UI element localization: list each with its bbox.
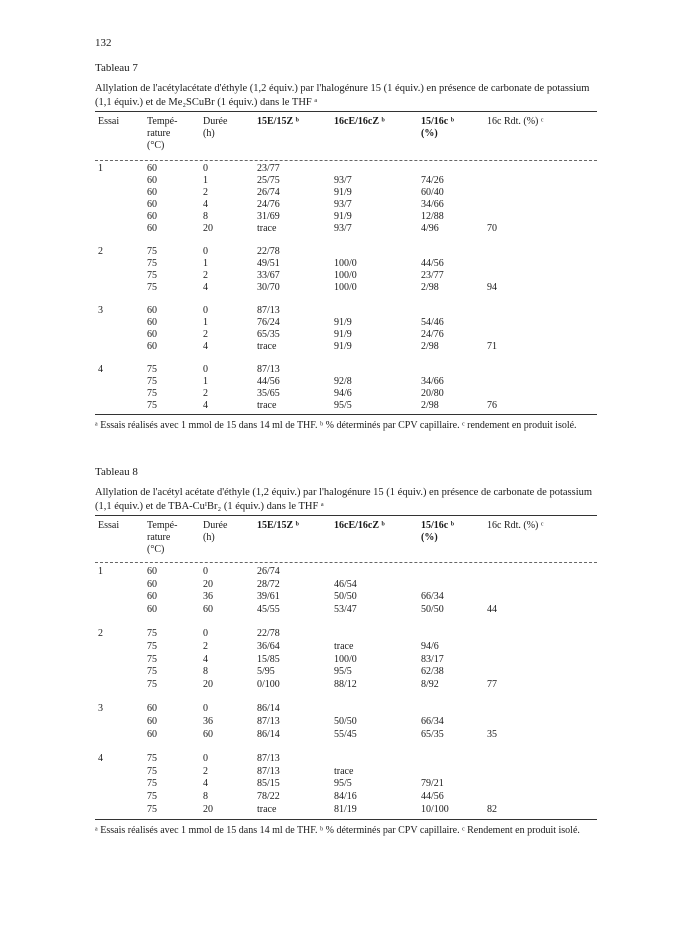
table-cell: 91/9 <box>334 341 352 352</box>
table-cell: 91/9 <box>334 329 352 340</box>
table-cell: 24/76 <box>421 329 444 340</box>
table-cell: 75 <box>147 364 157 375</box>
table-footnote: ᵃ Essais réalisés avec 1 mmol de 15 dans 14 ml de THF. ᵇ % déterminés par CPV capillaire. ᶜ rendement en produit isolé. <box>95 420 577 431</box>
table-cell: 2/98 <box>421 282 439 293</box>
table-caption: Tableau 7 <box>95 62 138 74</box>
header-ratio-15-16c: 15/16c ᵇ (%) <box>421 520 454 543</box>
table-cell: 86/14 <box>257 728 280 740</box>
table-cell: 65/35 <box>421 728 444 740</box>
table-footnote: ᵃ Essais réalisés avec 1 mmol de 15 dans 14 ml de THF. ᵇ % déterminés par CPV capillaire. ᶜ Rendement en produit isolé. <box>95 825 580 837</box>
table-cell: 23/77 <box>257 163 280 174</box>
table-cell: 26/74 <box>257 187 280 198</box>
table-cell: 0 <box>203 703 208 715</box>
table-top-rule <box>95 515 597 516</box>
cell-essai: 4 <box>98 753 103 765</box>
table-cell: 28/72 <box>257 578 280 590</box>
table-cell: 60 <box>147 591 157 603</box>
table-cell: 83/17 <box>421 653 444 665</box>
table-cell: trace <box>257 341 277 352</box>
table-cell: 75 <box>147 388 157 399</box>
table-cell: 76/24 <box>257 317 280 328</box>
table-cell: 8 <box>203 211 208 222</box>
table-cell: 44/56 <box>257 376 280 387</box>
table-cell: 8 <box>203 666 208 678</box>
table-cell: 84/16 <box>334 791 357 802</box>
table-cell: 81/19 <box>334 803 357 815</box>
table-cell: 33/67 <box>257 270 280 281</box>
table-cell: 54/46 <box>421 317 444 328</box>
table-header-rule <box>95 160 597 161</box>
table-cell: trace <box>257 400 277 411</box>
table-cell: 95/5 <box>334 666 352 678</box>
header-rdt: 16c Rdt. (%) ᶜ <box>487 520 544 531</box>
table-cell: 36/64 <box>257 641 280 652</box>
table-cell: 50/50 <box>334 716 357 727</box>
table-cell: 22/78 <box>257 246 280 257</box>
header-ratio-16c: 16cE/16cZ ᵇ <box>334 116 385 127</box>
table-cell: 100/0 <box>334 270 357 281</box>
table-bottom-rule <box>95 819 597 820</box>
table-cell: 75 <box>147 803 157 815</box>
table-cell: 44 <box>487 603 497 615</box>
table-cell: 60 <box>147 341 157 352</box>
table-cell: 75 <box>147 778 157 790</box>
cell-essai: 1 <box>98 566 103 577</box>
table-cell: 75 <box>147 753 157 765</box>
header-essai: Essai <box>98 116 120 127</box>
header-essai: Essai <box>98 520 120 531</box>
header-duree: Durée (h) <box>203 520 228 543</box>
table-cell: 50/50 <box>334 591 357 603</box>
header-ratio-15: 15E/15Z ᵇ <box>257 520 299 531</box>
table-cell: 60 <box>147 578 157 590</box>
table-cell: 49/51 <box>257 258 280 269</box>
header-temperature: Tempé- rature (°C) <box>147 116 178 151</box>
table-cell: 87/13 <box>257 364 280 375</box>
table-cell: 87/13 <box>257 305 280 316</box>
table-cell: 60 <box>147 703 157 715</box>
table-cell: 60 <box>147 175 157 186</box>
table-cell: 4/96 <box>421 223 439 234</box>
table-cell: 88/12 <box>334 678 357 690</box>
table-cell: 95/5 <box>334 400 352 411</box>
table-cell: 75 <box>147 246 157 257</box>
table-cell: trace <box>334 641 354 652</box>
table-cell: 0 <box>203 246 208 257</box>
table-cell: 22/78 <box>257 628 280 640</box>
table-cell: 60 <box>147 566 157 577</box>
table-cell: 53/47 <box>334 603 357 615</box>
header-ratio-15-16c: 15/16c ᵇ (%) <box>421 116 454 139</box>
table-header-rule <box>95 562 597 563</box>
table-cell: 70 <box>487 223 497 234</box>
table-cell: 8/92 <box>421 678 439 690</box>
table-cell: 2/98 <box>421 341 439 352</box>
table-cell: 85/15 <box>257 778 280 790</box>
table-cell: 75 <box>147 282 157 293</box>
table-cell: 26/74 <box>257 566 280 577</box>
table-cell: 46/54 <box>334 578 357 590</box>
table-cell: 60 <box>147 163 157 174</box>
table-cell: 20/80 <box>421 388 444 399</box>
table-cell: 4 <box>203 400 208 411</box>
table-cell: 60 <box>203 603 213 615</box>
table-description: Allylation de l'acétyl acétate d'éthyle (1,2 équiv.) par l'halogénure 15 (1 équiv.) en présence de carbonate de potassium (1,1 équiv.) et de TBA-CuᴵBr₂ (1 équiv.) dans le THF ᵃ <box>95 487 593 512</box>
table-cell: 10/100 <box>421 803 449 815</box>
table-cell: 87/13 <box>257 716 280 727</box>
table-cell: 79/21 <box>421 778 444 790</box>
cell-essai: 2 <box>98 246 103 257</box>
table-cell: 12/88 <box>421 211 444 222</box>
table-cell: 75 <box>147 628 157 640</box>
table-cell: 75 <box>147 791 157 802</box>
page-number: 132 <box>95 37 112 49</box>
table-cell: 75 <box>147 765 157 777</box>
table-cell: 0 <box>203 364 208 375</box>
header-ratio-15: 15E/15Z ᵇ <box>257 116 299 127</box>
table-cell: 34/66 <box>421 199 444 210</box>
table-cell: 30/70 <box>257 282 280 293</box>
table-cell: 93/7 <box>334 223 352 234</box>
table-cell: 94/6 <box>421 641 439 652</box>
table-cell: 91/9 <box>334 187 352 198</box>
table-cell: 60 <box>147 211 157 222</box>
table-cell: 93/7 <box>334 199 352 210</box>
cell-essai: 3 <box>98 305 103 316</box>
table-cell: 15/85 <box>257 653 280 665</box>
header-rdt: 16c Rdt. (%) ᶜ <box>487 116 544 127</box>
table-cell: 75 <box>147 400 157 411</box>
table-top-rule <box>95 111 597 112</box>
table-cell: 87/13 <box>257 753 280 765</box>
table-cell: 71 <box>487 341 497 352</box>
table-cell: 94 <box>487 282 497 293</box>
table-cell: 44/56 <box>421 791 444 802</box>
table-cell: 35/65 <box>257 388 280 399</box>
table-cell: 25/75 <box>257 175 280 186</box>
table-cell: 24/76 <box>257 199 280 210</box>
table-cell: 1 <box>203 175 208 186</box>
table-cell: 75 <box>147 270 157 281</box>
table-cell: 20 <box>203 578 213 590</box>
table-cell: 44/56 <box>421 258 444 269</box>
table-cell: 0 <box>203 628 208 640</box>
table-cell: 4 <box>203 341 208 352</box>
table-caption: Tableau 8 <box>95 466 138 478</box>
table-cell: 1 <box>203 317 208 328</box>
table-cell: 66/34 <box>421 716 444 727</box>
table-cell: 82 <box>487 803 497 815</box>
cell-essai: 1 <box>98 163 103 174</box>
table-cell: 60/40 <box>421 187 444 198</box>
table-cell: 2 <box>203 329 208 340</box>
cell-essai: 2 <box>98 628 103 640</box>
table-cell: 92/8 <box>334 376 352 387</box>
table-cell: 75 <box>147 678 157 690</box>
header-temperature: Tempé- rature (°C) <box>147 520 178 555</box>
cell-essai: 3 <box>98 703 103 715</box>
header-ratio-16c: 16cE/16cZ ᵇ <box>334 520 385 531</box>
table-cell: 0 <box>203 566 208 577</box>
table-cell: 20 <box>203 678 213 690</box>
table-cell: 31/69 <box>257 211 280 222</box>
table-cell: 1 <box>203 258 208 269</box>
table-cell: 0 <box>203 163 208 174</box>
table-cell: 77 <box>487 678 497 690</box>
table-cell: 4 <box>203 653 208 665</box>
table-cell: 74/26 <box>421 175 444 186</box>
table-cell: 0 <box>203 305 208 316</box>
table-cell: 1 <box>203 376 208 387</box>
table-cell: 75 <box>147 641 157 652</box>
table-cell: 100/0 <box>334 653 357 665</box>
table-cell: 4 <box>203 778 208 790</box>
table-cell: 50/50 <box>421 603 444 615</box>
table-cell: 93/7 <box>334 175 352 186</box>
table-cell: 87/13 <box>257 765 280 777</box>
table-cell: 78/22 <box>257 791 280 802</box>
table-cell: 75 <box>147 666 157 678</box>
table-cell: 75 <box>147 376 157 387</box>
table-cell: 60 <box>147 329 157 340</box>
table-cell: 60 <box>147 223 157 234</box>
table-cell: 100/0 <box>334 282 357 293</box>
cell-essai: 4 <box>98 364 103 375</box>
table-cell: 60 <box>147 305 157 316</box>
header-duree: Durée (h) <box>203 116 228 139</box>
table-cell: 65/35 <box>257 329 280 340</box>
table-cell: 75 <box>147 258 157 269</box>
table-cell: 60 <box>147 187 157 198</box>
table-cell: 60 <box>147 317 157 328</box>
table-cell: 100/0 <box>334 258 357 269</box>
table-cell: 91/9 <box>334 211 352 222</box>
table-cell: 2 <box>203 187 208 198</box>
table-cell: 20 <box>203 223 213 234</box>
table-cell: 60 <box>147 199 157 210</box>
table-cell: 2 <box>203 765 208 777</box>
table-cell: 23/77 <box>421 270 444 281</box>
table-cell: 36 <box>203 591 213 603</box>
table-cell: 5/95 <box>257 666 275 678</box>
table-cell: 4 <box>203 282 208 293</box>
table-cell: 60 <box>147 603 157 615</box>
table-cell: 91/9 <box>334 317 352 328</box>
table-cell: 76 <box>487 400 497 411</box>
table-cell: 60 <box>147 728 157 740</box>
table-cell: 75 <box>147 653 157 665</box>
table-cell: 0/100 <box>257 678 280 690</box>
table-cell: 2 <box>203 388 208 399</box>
table-cell: 36 <box>203 716 213 727</box>
table-cell: 0 <box>203 753 208 765</box>
table-cell: trace <box>257 223 277 234</box>
table-cell: 45/55 <box>257 603 280 615</box>
table-cell: 39/61 <box>257 591 280 603</box>
table-bottom-rule <box>95 414 597 415</box>
table-cell: 55/45 <box>334 728 357 740</box>
table-cell: trace <box>257 803 277 815</box>
table-cell: 66/34 <box>421 591 444 603</box>
table-cell: 2/98 <box>421 400 439 411</box>
table-cell: 34/66 <box>421 376 444 387</box>
table-cell: 60 <box>203 728 213 740</box>
table-cell: 60 <box>147 716 157 727</box>
table-cell: 62/38 <box>421 666 444 678</box>
table-cell: trace <box>334 765 354 777</box>
table-cell: 95/5 <box>334 778 352 790</box>
table-cell: 8 <box>203 791 208 802</box>
table-cell: 35 <box>487 728 497 740</box>
table-description: Allylation de l'acétylacétate d'éthyle (1,2 équiv.) par l'halogénure 15 (1 équiv.) en présence de carbonate de potassium (1,1 équiv.) et de Me₂SCuBr (1 équiv.) dans le THF ᵃ <box>95 83 590 108</box>
table-cell: 94/6 <box>334 388 352 399</box>
table-cell: 2 <box>203 270 208 281</box>
table-cell: 20 <box>203 803 213 815</box>
table-cell: 86/14 <box>257 703 280 715</box>
table-cell: 2 <box>203 641 208 652</box>
table-cell: 4 <box>203 199 208 210</box>
